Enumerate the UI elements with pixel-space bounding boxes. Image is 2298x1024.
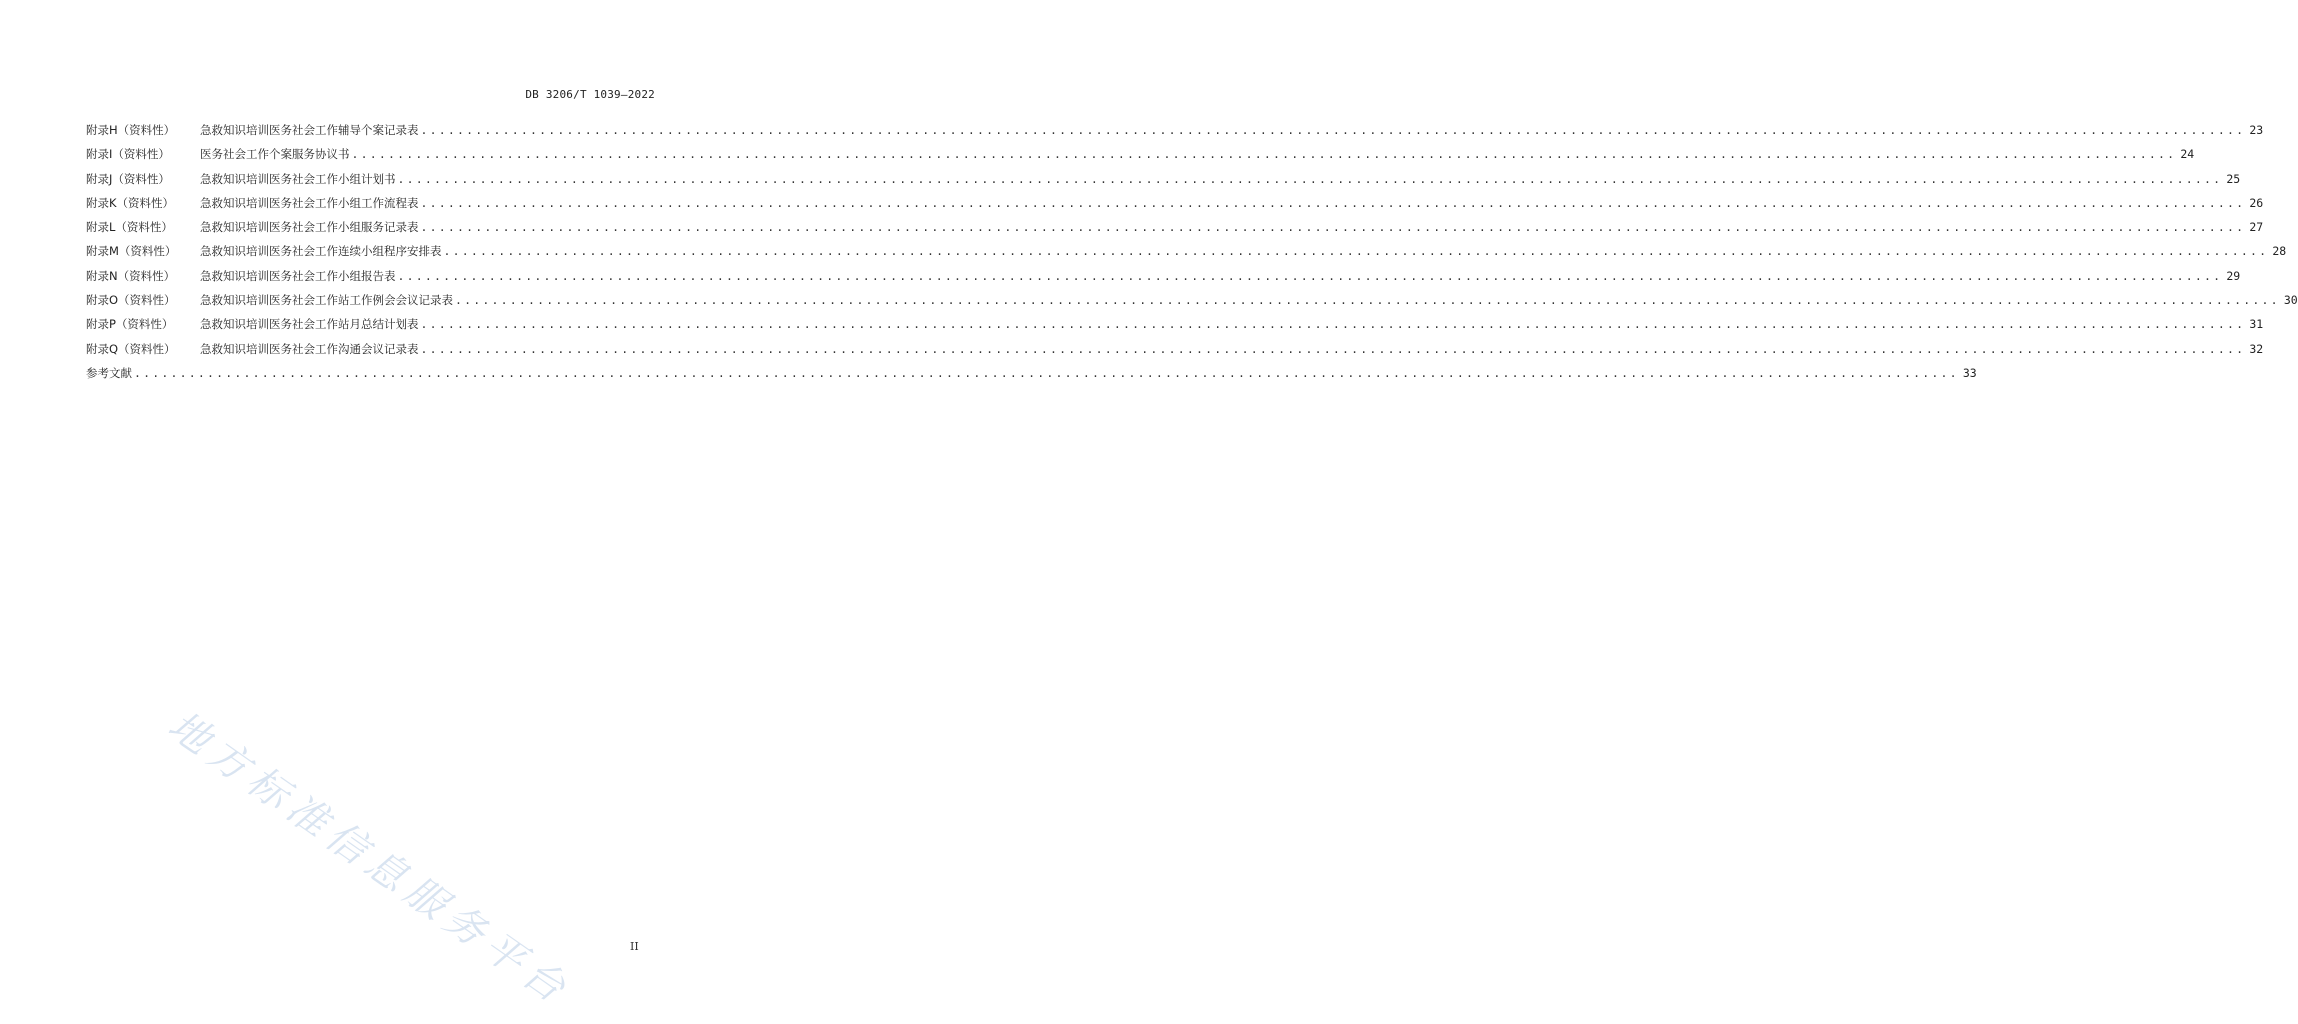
toc-entry[interactable] — [86, 195, 2264, 219]
toc-entry[interactable] — [86, 243, 2287, 267]
toc-entry-label: 附录H（资料性） — [86, 123, 176, 137]
toc-leader-dots: ........................................................................................................................................................................................................ — [420, 341, 2246, 356]
toc-entry-title: 急救知识培训医务社会工作小组服务记录表 — [200, 220, 419, 235]
toc-leader-dots: ........................................................................................................................................................................................................ — [134, 365, 1959, 380]
toc-leader-dots: ........................................................................................................................................................................................................ — [397, 268, 2223, 283]
toc-entry-title: 急救知识培训医务社会工作沟通会议记录表 — [200, 341, 419, 356]
toc-entry-page: 28 — [2272, 244, 2287, 259]
toc-entry-page: 27 — [2249, 220, 2264, 235]
toc-entry-title: 急救知识培训医务社会工作站月总结计划表 — [200, 317, 419, 332]
toc-entry[interactable] — [86, 219, 2264, 243]
toc-entry-title: 医务社会工作个案服务协议书 — [200, 147, 350, 162]
toc-entry-label: 附录I（资料性） — [86, 147, 170, 162]
toc-entry-label: 附录Q（资料性） — [86, 341, 176, 356]
watermark-text: 地方标准信息服务平台 — [159, 702, 580, 1016]
toc-entry-label: 附录N（资料性） — [86, 268, 176, 283]
toc-entry-label: 附录M（资料性） — [86, 244, 177, 259]
toc-leader-dots: ........................................................................................................................................................................................................ — [420, 195, 2246, 210]
page-number: II — [630, 940, 639, 953]
toc-entry[interactable] — [86, 316, 2264, 340]
toc-entry-page: 33 — [1962, 365, 1977, 380]
toc-entry-page: 31 — [2249, 317, 2264, 332]
toc-entry-title: 参考文献 — [86, 365, 132, 380]
toc-entry-label: 附录O（资料性） — [86, 293, 176, 308]
toc-leader-dots: ........................................................................................................................................................................................................ — [351, 147, 2177, 162]
toc-entry-title: 急救知识培训医务社会工作辅导个案记录表 — [200, 123, 419, 137]
toc-leader-dots: ........................................................................................................................................................................................................ — [420, 123, 2246, 137]
toc-entry-title: 急救知识培训医务社会工作小组工作流程表 — [200, 195, 419, 210]
toc-leader-dots: ........................................................................................................................................................................................................ — [443, 244, 2269, 259]
toc-entry-label: 附录L（资料性） — [86, 220, 173, 235]
toc-entry-title: 急救知识培训医务社会工作小组报告表 — [200, 268, 396, 283]
toc-entry-page: 29 — [2226, 268, 2241, 283]
toc-leader-dots: ........................................................................................................................................................................................................ — [420, 317, 2246, 332]
toc-entry-title: 急救知识培训医务社会工作连续小组程序安排表 — [200, 244, 442, 259]
toc-leader-dots: ........................................................................................................................................................................................................ — [420, 220, 2246, 235]
document-code: DB 3206/T 1039—2022 — [525, 88, 655, 101]
toc-entry-page: 23 — [2249, 123, 2264, 137]
toc-entry[interactable] — [86, 122, 2264, 146]
toc-leader-dots: ........................................................................................................................................................................................................ — [397, 171, 2223, 186]
table-of-contents — [86, 122, 2298, 389]
toc-entry-page: 25 — [2226, 171, 2241, 186]
toc-entry-label: 附录J（资料性） — [86, 171, 170, 186]
toc-entry-page: 24 — [2180, 147, 2195, 162]
toc-entry-page: 30 — [2283, 293, 2298, 308]
toc-entry-label: 附录P（资料性） — [86, 317, 174, 332]
toc-entry[interactable] — [86, 292, 2298, 316]
toc-entry[interactable] — [86, 341, 2264, 365]
toc-entry[interactable] — [86, 146, 2195, 170]
toc-leader-dots: ........................................................................................................................................................................................................ — [455, 293, 2280, 308]
toc-entry-title: 急救知识培训医务社会工作站工作例会会议记录表 — [200, 293, 453, 308]
toc-entry-references[interactable] — [86, 365, 1977, 389]
toc-entry-page: 32 — [2249, 341, 2264, 356]
toc-entry-label: 附录K（资料性） — [86, 195, 175, 210]
toc-entry[interactable] — [86, 171, 2241, 195]
toc-entry-title: 急救知识培训医务社会工作小组计划书 — [200, 171, 396, 186]
toc-entry[interactable] — [86, 268, 2241, 292]
toc-entry-page: 26 — [2249, 195, 2264, 210]
